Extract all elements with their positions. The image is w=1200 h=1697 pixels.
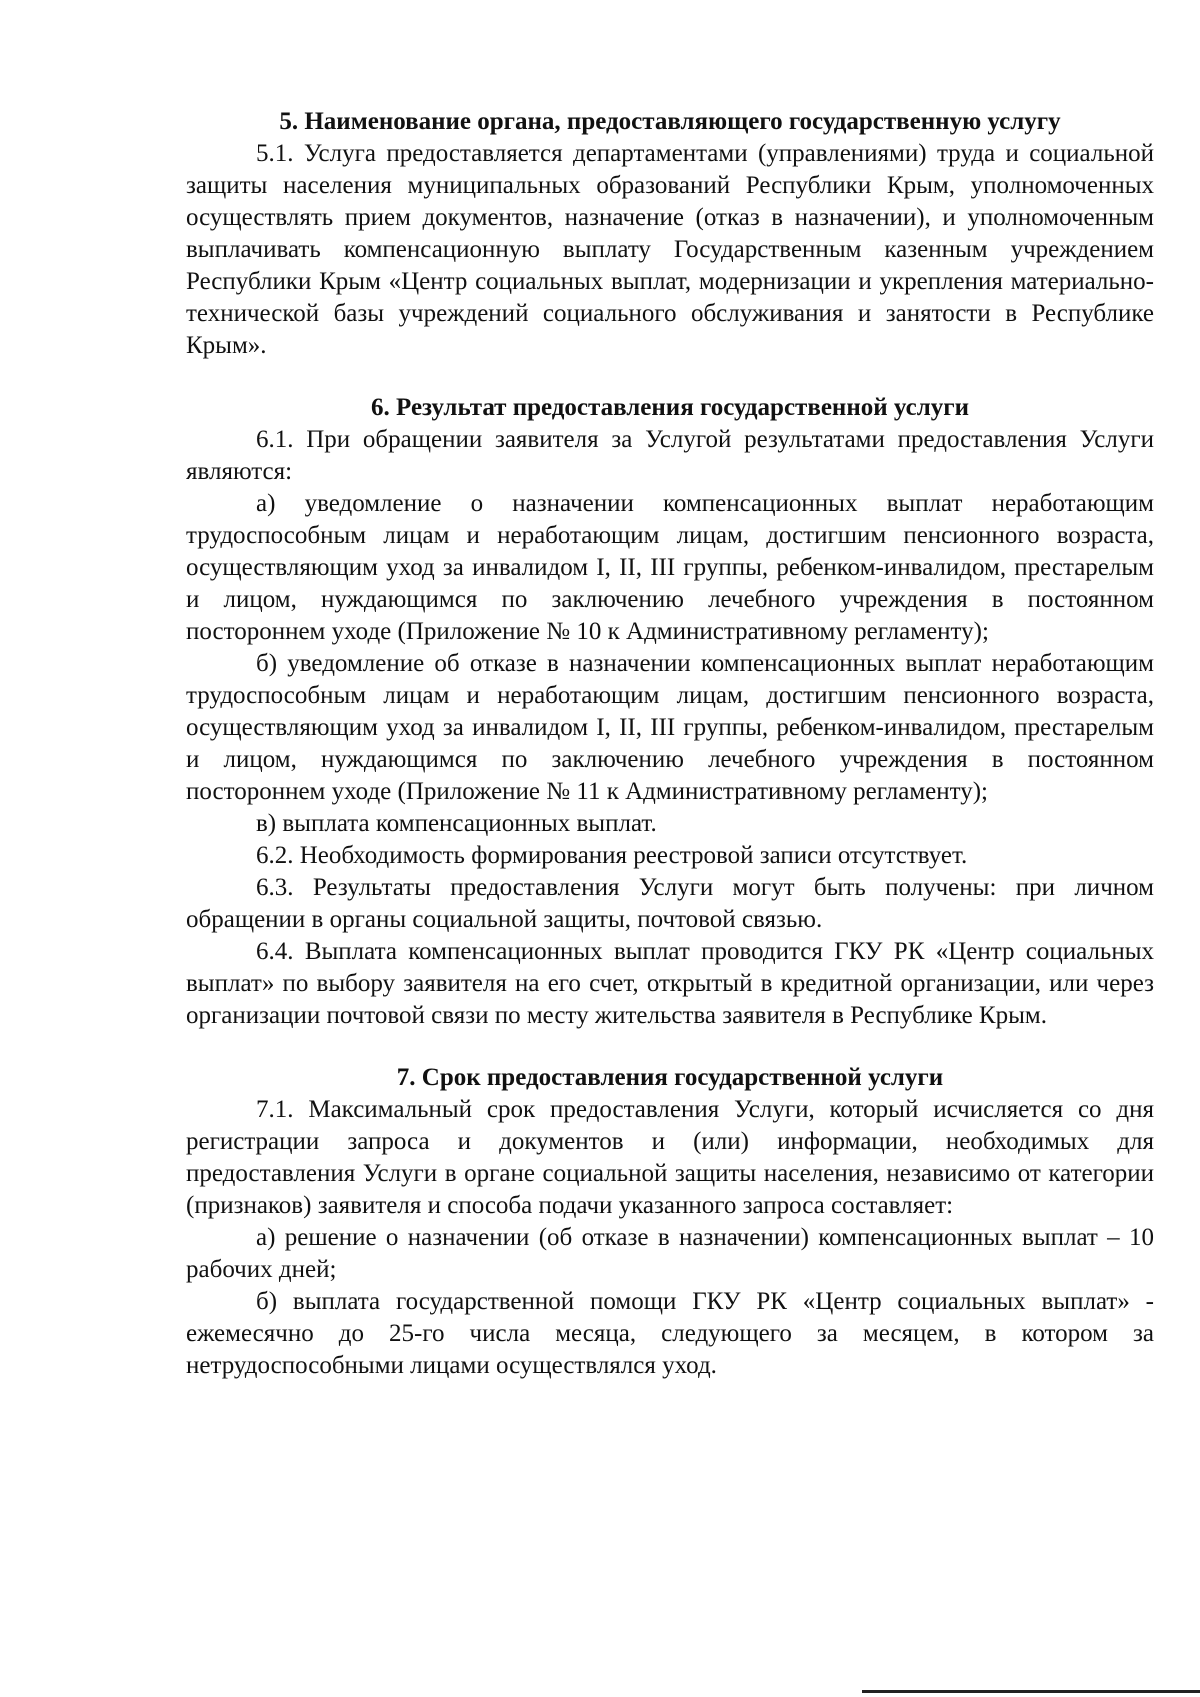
- paragraph: 6.1. При обращении заявителя за Услугой результатами предоставления Услуги являются:: [186, 426, 1154, 485]
- paragraph: 6.2. Необходимость формирования реестровой записи отсутствует.: [256, 842, 968, 869]
- section-7: [186, 1062, 1154, 1382]
- paragraph: 6.4. Выплата компенсационных выплат проводится ГКУ РК «Центр социальных выплат» по выбору заявителя на его счет, открытый в кредитной организации, или через организации почтовой связи по месту жительства заявителя в Республике Крым.: [186, 938, 1154, 1029]
- paragraph: б) выплата государственной помощи ГКУ РК «Центр социальных выплат» - ежемесячно до 25-го числа месяца, следующего за месяцем, в котором за нетрудоспособными лицами осуществлялся уход.: [186, 1288, 1154, 1379]
- paragraph: в) выплата компенсационных выплат.: [256, 810, 657, 837]
- section-heading: 7. Срок предоставления государственной услуги: [396, 1064, 944, 1091]
- section-heading: 5. Наименование органа, предоставляющего государственную услугу: [279, 108, 1061, 135]
- paragraph: б) уведомление об отказе в назначении компенсационных выплат неработающим трудоспособным лицам и неработающим лицам, достигшим пенсионного возраста, осуществляющим уход за инвалидом I, II, III группы, ребенком-инвалидом, престарелым и лицом, нуждающимся по заключению лечебного учреждения в постоянном постороннем уходе (Приложение № 11 к Административному регламенту);: [186, 650, 1154, 805]
- paragraph: 7.1. Максимальный срок предоставления Услуги, который исчисляется со дня регистрации запроса и документов и (или) информации, необходимых для предоставления Услуги в органе социальной защиты населения, независимо от категории (признаков) заявителя и способа подачи указанного запроса составляет:: [186, 1096, 1154, 1219]
- section-6: [186, 392, 1154, 1032]
- paragraph: а) решение о назначении (об отказе в назначении) компенсационных выплат – 10 рабочих дней;: [186, 1224, 1154, 1283]
- scan-edge-line: [862, 1690, 1200, 1693]
- section-heading: 6. Результат предоставления государственной услуги: [371, 394, 969, 421]
- section-5: [186, 106, 1154, 362]
- paragraph: 6.3. Результаты предоставления Услуги могут быть получены: при личном обращении в органы социальной защиты, почтовой связью.: [186, 874, 1154, 933]
- paragraph: 5.1. Услуга предоставляется департаментами (управлениями) труда и социальной защиты населения муниципальных образований Республики Крым, уполномоченных осуществлять прием документов, назначение (отказ в назначении), и уполномоченным выплачивать компенсационную выплату Государственным казенным учреждением Республики Крым «Центр социальных выплат, модернизации и укрепления материально-технической базы учреждений социального обслуживания и занятости в Республике Крым».: [186, 140, 1154, 359]
- paragraph: а) уведомление о назначении компенсационных выплат неработающим трудоспособным лицам и неработающим лицам, достигшим пенсионного возраста, осуществляющим уход за инвалидом I, II, III группы, ребенком-инвалидом, престарелым и лицом, нуждающимся по заключению лечебного учреждения в постоянном постороннем уходе (Приложение № 10 к Административному регламенту);: [186, 490, 1154, 645]
